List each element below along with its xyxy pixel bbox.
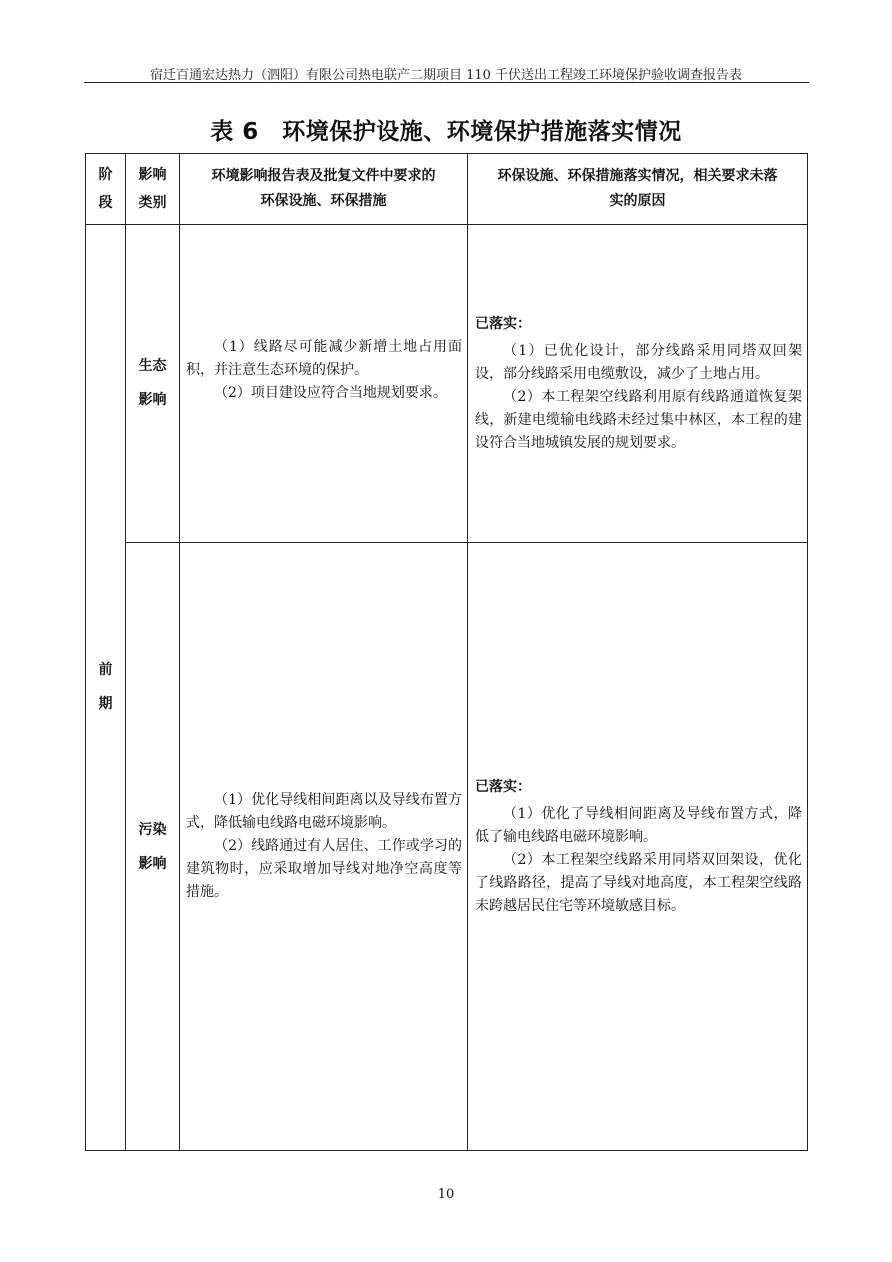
requirement-item: （2）项目建设应符合当地规划要求。 bbox=[214, 385, 447, 401]
requirement-item: （1）线路尽可能减少新增土地占用面积，并注意生态环境的保护。 bbox=[186, 339, 462, 378]
table-right-border bbox=[807, 153, 808, 1151]
col-header-impact-type bbox=[126, 161, 179, 217]
implementation-pollution bbox=[475, 776, 802, 918]
status-implemented: 已落实： bbox=[475, 316, 531, 332]
impact-ecology-line1: 生态 bbox=[138, 358, 167, 374]
requirements-pollution bbox=[186, 789, 462, 904]
requirement-item: （1）优化导线相间距离以及导线布置方式，降低输电线路电磁环境影响。 bbox=[186, 792, 462, 831]
table-bottom-border bbox=[85, 1150, 808, 1151]
col-divider-2 bbox=[179, 153, 180, 1151]
col-divider-3 bbox=[467, 153, 468, 1151]
header-rule bbox=[84, 82, 809, 83]
implementation-item: （2）本工程架空线路利用原有线路通道恢复架线，新建电缆输电线路未经过集中林区，本工程的建设符合当地城镇发展的规划要求。 bbox=[475, 389, 802, 451]
table-top-border bbox=[85, 153, 808, 154]
implementation-item: （1）已优化设计，部分线路采用同塔双回架设，部分线路采用电缆敷设，减少了土地占用。 bbox=[475, 343, 802, 382]
impact-pollution-line1: 污染 bbox=[138, 822, 167, 838]
stage-label-line1: 前 bbox=[98, 662, 113, 678]
table-left-border bbox=[85, 153, 86, 1151]
impact-pollution-line2: 影响 bbox=[138, 856, 167, 872]
col-header-implementation bbox=[468, 164, 807, 214]
table-title: 表 6 环境保护设施、环境保护措施落实情况 bbox=[210, 119, 682, 145]
col-header-stage-line2: 段 bbox=[98, 195, 113, 211]
status-implemented: 已落实： bbox=[475, 779, 531, 795]
impact-label-ecology bbox=[126, 349, 179, 417]
implementation-item: （2）本工程架空线路采用同塔双回架设，优化了线路路径，提高了导线对地高度，本工程架空线路未跨越居民住宅等环境敏感目标。 bbox=[475, 852, 802, 914]
implementation-item: （1）优化了导线相间距离及导线布置方式，降低了输电线路电磁环境影响。 bbox=[475, 806, 802, 845]
col-header-stage-line1: 阶 bbox=[98, 167, 113, 183]
impact-label-pollution bbox=[126, 813, 179, 881]
stage-label-line2: 期 bbox=[98, 696, 113, 712]
col-header-stage bbox=[86, 161, 125, 217]
header-bottom-border bbox=[85, 224, 808, 225]
page-number: 10 bbox=[437, 1187, 455, 1202]
col-header-impact-line2: 类别 bbox=[138, 195, 167, 211]
stage-label bbox=[86, 653, 125, 721]
implementation-ecology bbox=[475, 313, 802, 455]
requirements-ecology bbox=[186, 336, 462, 405]
requirement-item: （2）线路通过有人居住、工作或学习的建筑物时，应采取增加导线对地净空高度等措施。 bbox=[186, 838, 462, 900]
col-header-requirements bbox=[180, 164, 467, 214]
col-divider-1 bbox=[125, 153, 126, 1151]
impact-ecology-line2: 影响 bbox=[138, 392, 167, 408]
running-header: 宿迁百通宏达热力（泗阳）有限公司热电联产二期项目 110 千伏送出工程竣工环境保护验收调查报告表 bbox=[149, 68, 743, 83]
measures-table bbox=[85, 153, 808, 1151]
col-header-impl-line1: 环保设施、环保措施落实情况，相关要求未落 bbox=[497, 168, 778, 184]
col-header-impact-line1: 影响 bbox=[138, 167, 167, 183]
col-header-req-line1: 环境影响报告表及批复文件中要求的 bbox=[211, 168, 436, 184]
col-header-req-line2: 环保设施、环保措施 bbox=[260, 193, 387, 209]
col-header-impl-line2: 实的原因 bbox=[609, 193, 666, 209]
